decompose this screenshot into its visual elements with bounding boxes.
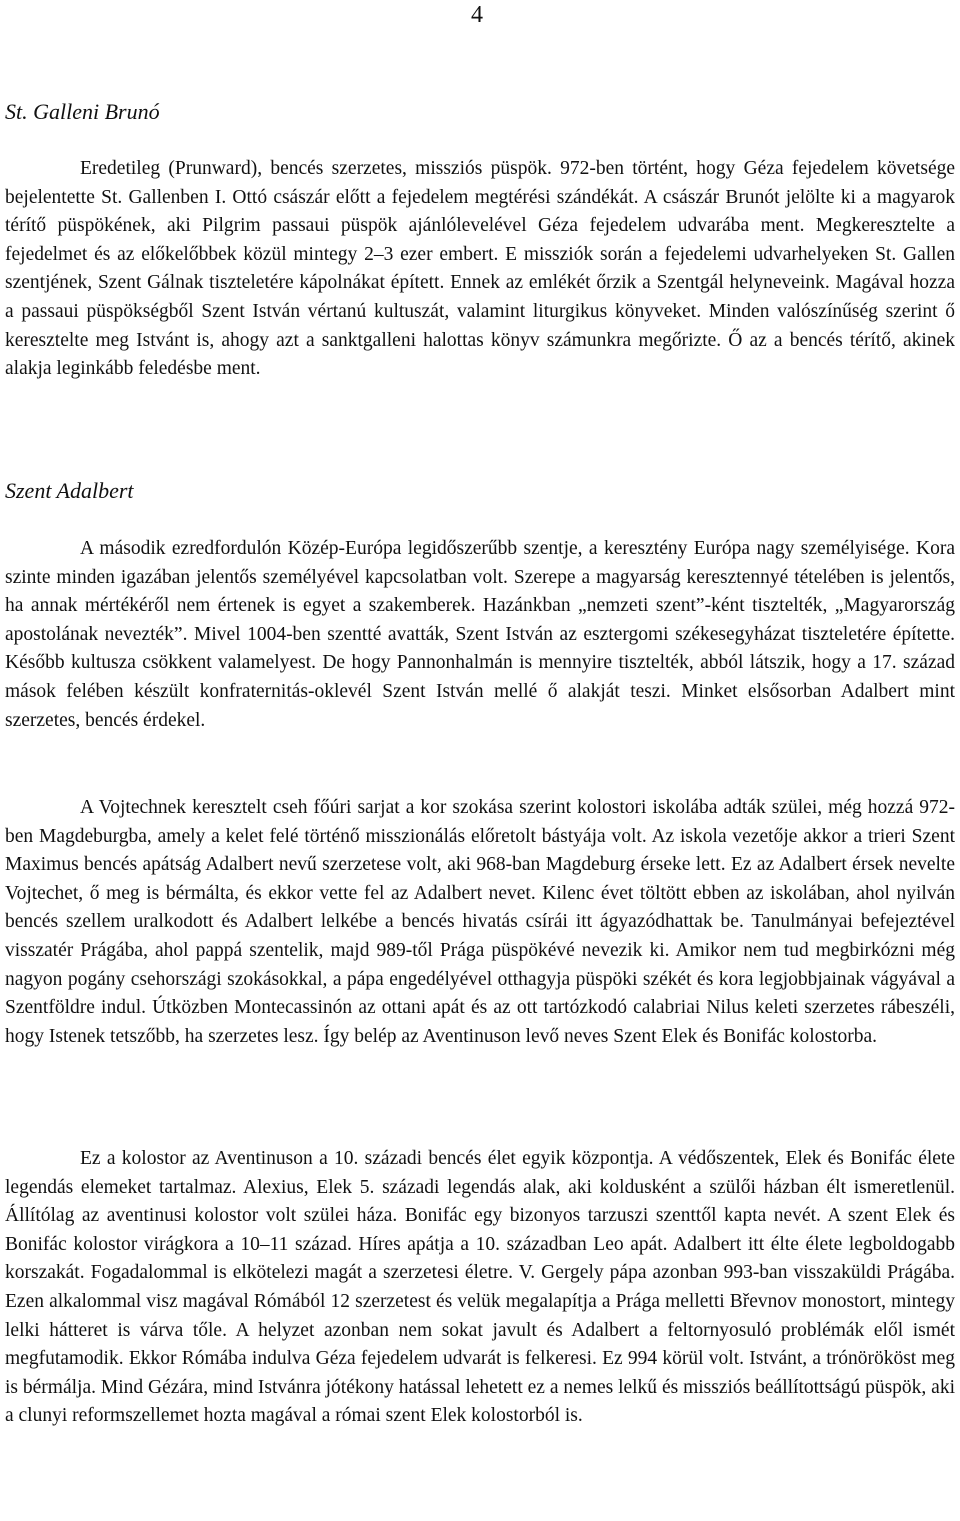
paragraph-aventinus-monastery: Ez a kolostor az Aventinuson a 10. századi bencés élet egyik központja. A védőszentek, Elek és Bonifác élete legendás elemeket tartalmaz. Alexius, Elek 5. századi legendás alak, aki koldusként a szülői házban élt ismeretlenül. Állítólag az aventinusi kolostor volt szülei háza. Bonifác egy bizonyos tarzuszi szenttől kapta nevét. A szent Elek és Bonifác kolostor virágkora a 10–11 század. Híres apátja a 10. században Leo apát. Adalbert itt élte élete legboldogabb korszakát. Fogadalommal is elkötelezi magát a szerzetesi életre. V. Gergely pápa azonban 993-ban visszaküldi Prágába. Ezen alkalommal visz magával Rómából 12 szerzetest és velük megalapítja a Prága melletti Břevnov monostort, mintegy lelki hátteret is várva tőle. A helyzet azonban nem sokat javult és Adalbert a feltornyosuló problémák elől ismét megfutamodik. Ekkor Rómába indulva Géza fejedelem udvarát is felkeresi. Ez 994 körül volt. Istvánt, a trónörököst meg is bérmálja. Mind Gézára, mind Istvánra jótékony hatással lehetett ez a nemes lelkű és missziós beállítottságú püspök, aki a clunyi reformszellemet hozta magával a római szent Elek kolostorból is. — [5, 1148, 955, 1427]
paragraph-adalbert-youth: A Vojtechnek keresztelt cseh főúri sarjat a kor szokása szerint kolostori iskolába adták szülei, még hozzá 972-ben Magdeburgba, amely a kelet felé történő misszionálás előretolt bástyája volt. Az iskola vezetője akkor a trieri Szent Maximus bencés apátság Adalbert nevű szerzetese volt, aki 968-ban Magdeburg érseke lett. Ez az Adalbert érsek nevelte Vojtechet, ő meg is bérmálta, és ekkor vette fel az Adalbert nevet. Kilenc évet töltött ebben az iskolában, ahol nyilván bencés szellem uralkodott és Adalbert lelkébe a bencés hivatás csírái itt ágyazódhattak be. Tanulmányai befejeztével visszatér Prágába, ahol pappá szentelik, majd 989-től Prága püspökévé nevezik ki. Amikor nem tud megbirkózni még nagyon pogány csehországi szokásokkal, a pápa engedélyével otthagyja püspöki székét és kora legjobbjainak vágyával a Szentföldre indul. Útközben Montecassinón az ottani apát és az ott tartózkodó calabriai Nilus keleti szerzetes rábeszéli, hogy Istenek tetszőbb, ha szerzetes lesz. Így belép az Aventinuson levő neves Szent Elek és Bonifác kolostorba. — [5, 797, 955, 1047]
page-number: 4 — [471, 2, 483, 28]
paragraph-bruno: Eredetileg (Prunward), bencés szerzetes, missziós püspök. 972-ben történt, hogy Géza fejedelem követsége bejelentette St. Gallenben I. Ottó császár előtt a fejedelem megtérési szándékát. A császár Brunót jelölte ki a magyarok térítő püspökének, aki Pilgrim passaui püspök ajánlólevelével Géza fejedelem udvarába ment. Megkeresztelte a fejedelmet és az előkelőbbek közül mintegy 2–3 ezer embert. E missziók során a fejedelemi udvarhelyeken St. Gallen szentjének, Szent Gálnak tiszteletére kápolnákat épített. Ennek az emlékét őrzik a Szentgál helyneveink. Magával hozza a passaui püspökségből Szent István vértanú kultuszát, valamint liturgikus könyveket. Minden valószínűség szerint ő keresztelte meg Istvánt is, ahogy azt a sanktgalleni halottas könyv számunkra megőrizte. Ő az a bencés térítő, akinek alakja leginkább feledésbe ment. — [5, 158, 955, 380]
paragraph-adalbert-intro: A második ezredfordulón Közép-Európa legidőszerűbb szentje, a keresztény Európa nagy személyisége. Kora szinte minden igazában jelentős személyével kapcsolatban volt. Szerepe a magyarság keresztennyé tételében is jelentős, ha annak mértékéről nem értenek is egyet a szakemberek. Hazánkban „nemzeti szent”-ként tisztelték, „Magyarország apostolának nevezték”. Mivel 1004-ben szentté avatták, Szent István az esztergomi székesegyházat tiszteletére építette. Később kultusza csökkent valamelyest. De hogy Pannonhalmán is mennyire tisztelték, abból látszik, hogy a 17. század mások felében készült konfraternitás-oklevél Szent István mellé ő alakját teszi. Minket elsősorban Adalbert mint szerzetes, bencés érdekel. — [5, 538, 955, 731]
section-heading-st-galleni-bruno: St. Galleni Brunó — [5, 99, 160, 124]
section-heading-szent-adalbert: Szent Adalbert — [5, 478, 134, 503]
